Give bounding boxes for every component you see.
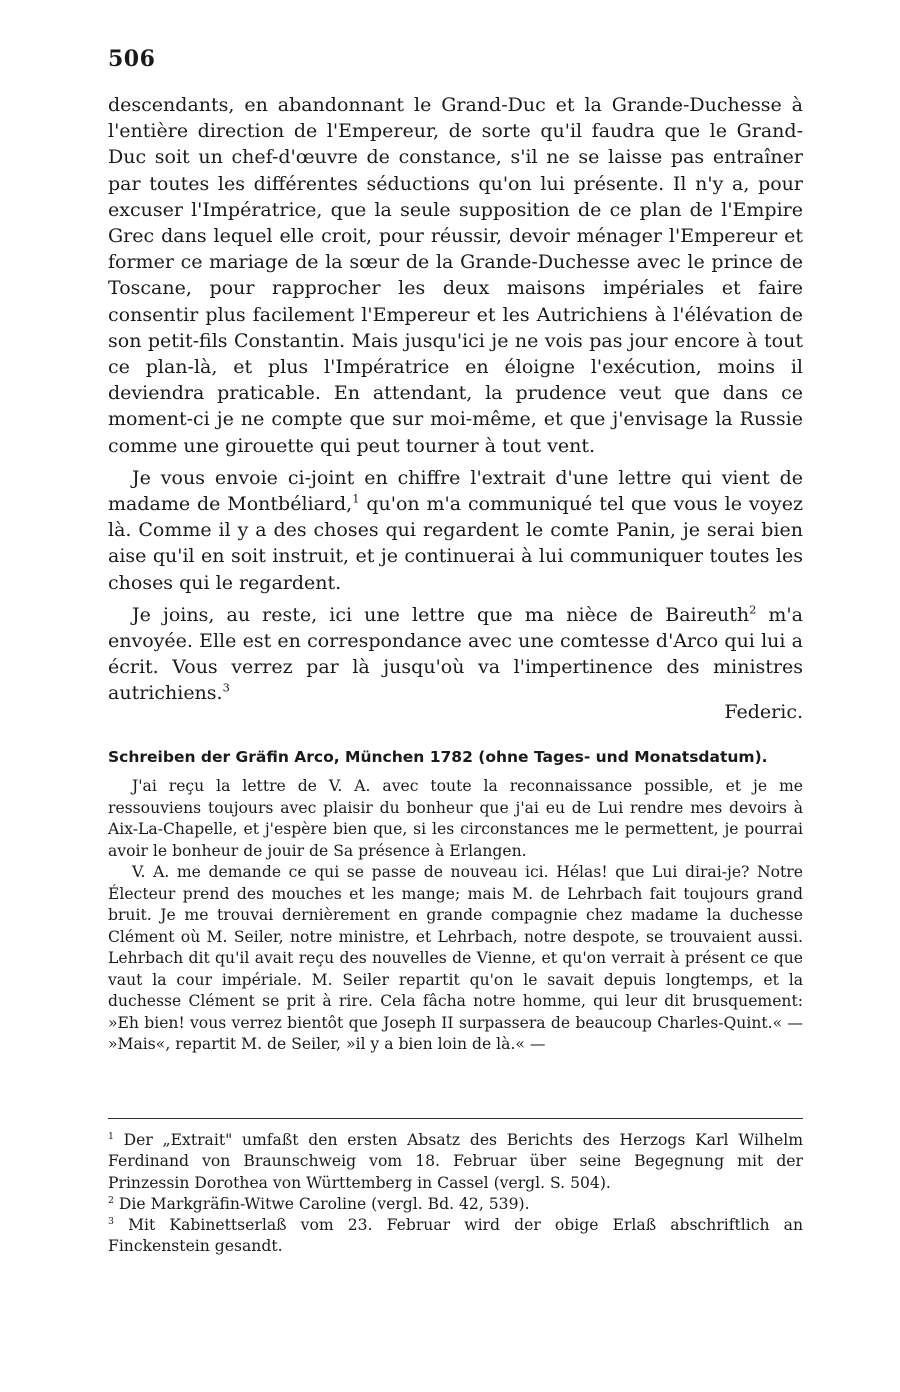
- main-paragraph-2-text-a: Je vous envoie ci-joint en chiffre l'extrait d'une lettre qui vient de madame de Montbéliard,: [108, 466, 803, 516]
- letter-heading: Schreiben der Gräfin Arco, München 1782 (ohne Tages- und Monatsdatum).: [108, 748, 768, 766]
- footnote-ref-2: 2: [749, 602, 757, 617]
- footnote-1: [108, 1130, 803, 1194]
- main-paragraph-3: [108, 602, 803, 707]
- main-paragraph-3-text-b: m'a envoyée. Elle est en correspondance avec une comtesse d'Arco qui lui a écrit. Vous verrez par là jusqu'où va l'impertinence des ministres autrichiens.: [108, 603, 803, 705]
- footnote-3: [108, 1215, 803, 1258]
- main-paragraph-2: [108, 465, 803, 596]
- footnote-ref-1: 1: [352, 491, 360, 506]
- main-paragraph-2-text-b: qu'on m'a communiqué tel que vous le voyez là. Comme il y a des choses qui regardent le comte Panin, je serai bien aise qu'il en soit instruit, et je continuerai à lui communiquer toutes les choses qui le regardent.: [108, 493, 803, 594]
- page-number: 506: [108, 46, 156, 72]
- footnote-2-text: Die Markgräfin-Witwe Caroline (vergl. Bd. 42, 539).: [113, 1194, 530, 1213]
- footnotes: [108, 1130, 803, 1258]
- letter-paragraph-1: J'ai reçu la lettre de V. A. avec toute la reconnaissance possible, et je me ressouviens toujours avec plaisir du bonheur que j'ai eu de Lui rendre mes devoirs à Aix-La-Chapelle, et j'espère bien que, si les circonstances me le permettent, je pourrai avoir le bonheur de jouir de Sa présence à Erlangen.: [108, 777, 803, 860]
- footnote-1-text: Der „Extrait" umfaßt den ersten Absatz des Berichts des Herzogs Karl Wilhelm Ferdinand von Braunschweig vom 18. Februar über seine Begegnung mit der Prinzessin Dorothea von Württemberg in Cassel (vergl. S. 504).: [108, 1131, 803, 1192]
- footnote-2: [108, 1194, 803, 1215]
- main-paragraph-3-text-a: Je joins, au reste, ici une lettre que ma nièce de Baireuth: [132, 603, 750, 626]
- main-text: [108, 92, 803, 707]
- footnote-ref-3: 3: [222, 681, 230, 696]
- letter-text: [108, 776, 803, 1056]
- footnote-2-number: 2: [108, 1194, 114, 1206]
- main-paragraph-1: [108, 92, 803, 459]
- footnote-3-text: Mit Kabinettserlaß vom 23. Februar wird der obige Erlaß abschriftlich an Finckenstein gesandt.: [108, 1216, 803, 1256]
- footnote-3-number: 3: [108, 1216, 114, 1227]
- main-paragraph-1-text: descendants, en abandonnant le Grand-Duc et la Grande-Duchesse à l'entière direction de l'Empereur, de sorte qu'il faudra que le Grand-Duc soit un chef-d'œuvre de constance, s'il ne se laisse pas entraîner par toutes les différentes séductions qu'on lui présente. Il n'y a, pour excuser l'Impératrice, que la seule supposition de ce plan de l'Empire Grec dans lequel elle croit, pour réussir, devoir ménager l'Empereur et former ce mariage de la sœur de la Grande-Duchesse avec le prince de Toscane, pour rapprocher les deux maisons impériales et faire consentir plus facilement l'Empereur et les Autrichiens à l'élévation de son petit-fils Constantin. Mais jusqu'ici je ne vois pas jour encore à tout ce plan-là, et plus l'Impératrice en éloigne l'exécution, moins il deviendra praticable. En attendant, la prudence veut que dans ce moment-ci je ne compte que sur moi-même, et que j'envisage la Russie comme une girouette qui peut tourner à tout vent.: [108, 94, 803, 457]
- footnote-divider: [108, 1118, 803, 1119]
- footnote-1-number: 1: [108, 1130, 114, 1142]
- letter-paragraph-2: V. A. me demande ce qui se passe de nouveau ici. Hélas! que Lui dirai-je? Notre Électeur prend des mouches et les mange; mais M. de Lehrbach fait toujours grand bruit. Je me trouvai dernièrement en grande compagnie chez madame la duchesse Clément où M. Seiler, notre ministre, et Lehrbach, notre despote, se trouvaient aussi. Lehrbach dit qu'il avait reçu des nouvelles de Vienne, et qu'on verrait à présent ce que vaut la cour impériale. M. Seiler repartit qu'on le savait depuis longtemps, et la duchesse Clément se prit à rire. Cela fâcha notre homme, qui leur dit brusquement: »Eh bien! vous verrez bientôt que Joseph II surpassera de beaucoup Charles-Quint.« — »Mais«, repartit M. de Seiler, »il y a bien loin de là.« —: [108, 863, 803, 1053]
- signature: Federic.: [724, 701, 803, 723]
